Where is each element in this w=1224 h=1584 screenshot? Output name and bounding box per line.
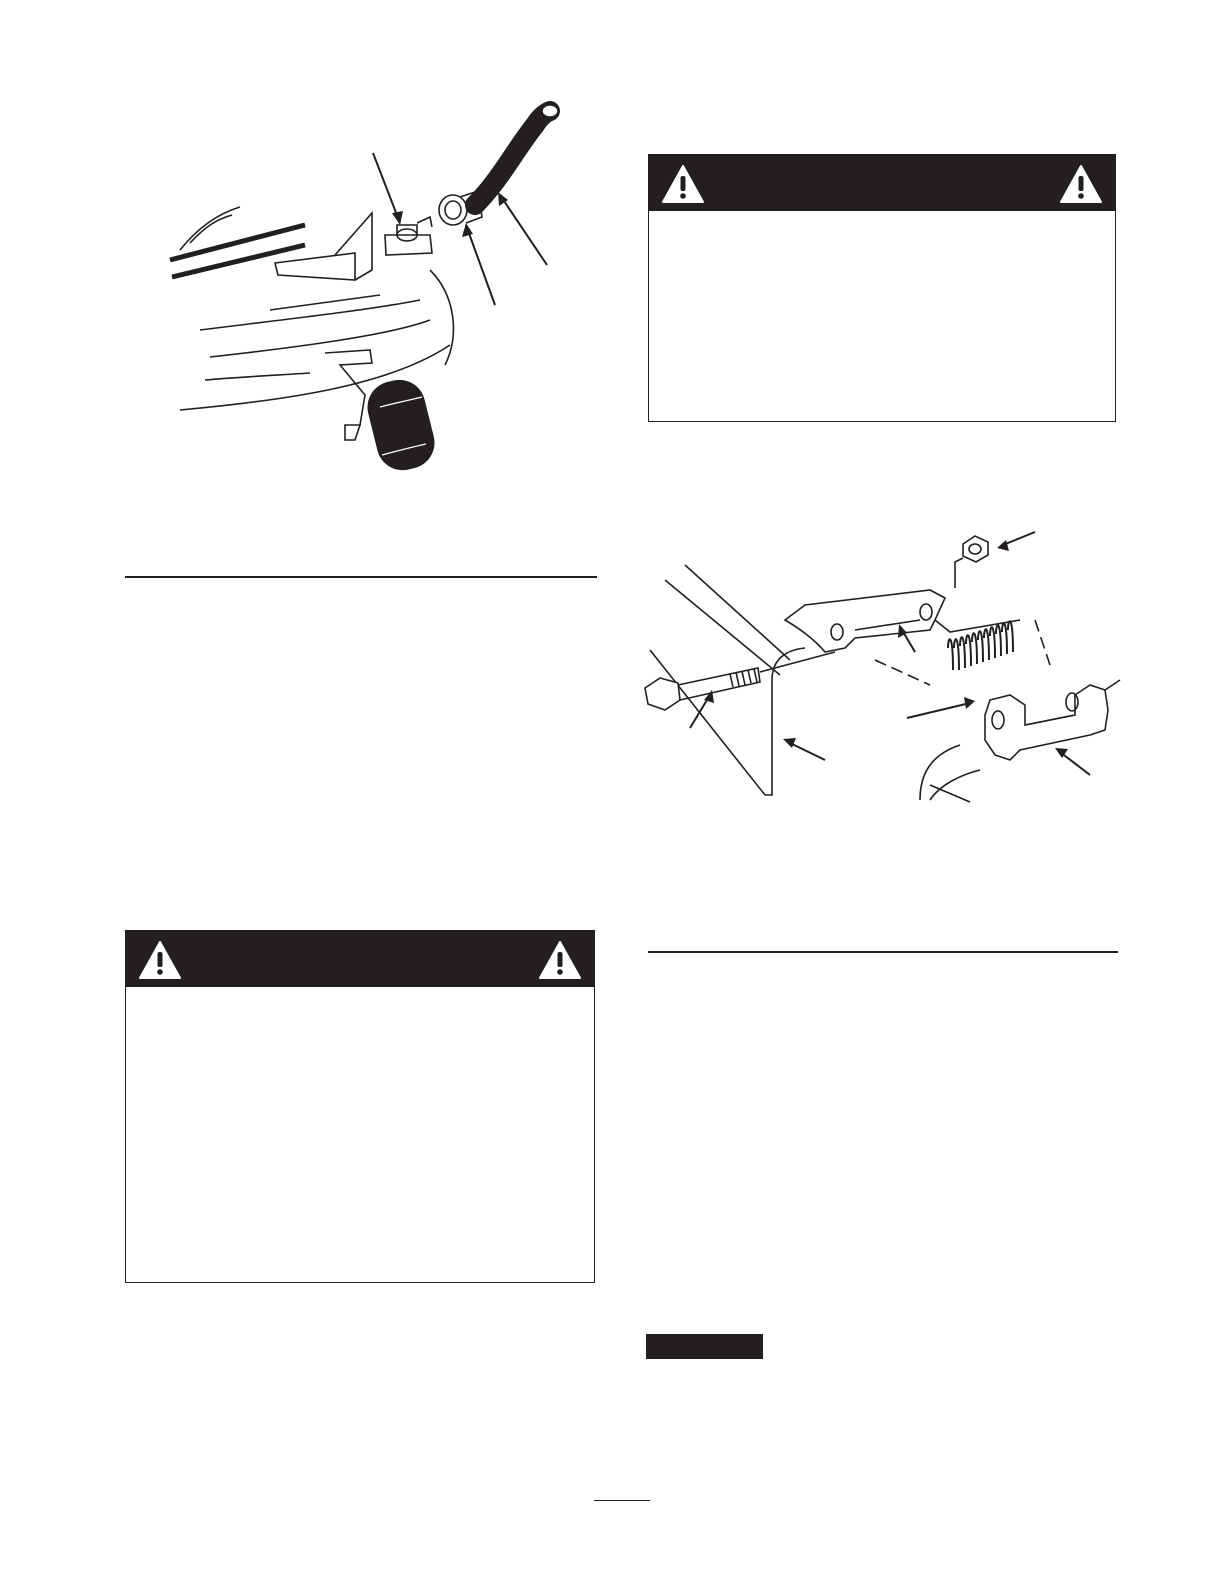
warning-box-top [648,154,1116,422]
warning-header-bar [126,931,594,987]
warning-triangle-icon [1059,163,1103,205]
section-divider-right [648,951,1118,953]
spring-assembly-illustration [630,520,1130,810]
mower-deck-illustration [160,95,580,485]
section-divider-left [125,576,597,578]
warning-triangle-icon [661,163,705,205]
page-number-rule [594,1500,650,1501]
warning-box-bottom [125,930,595,1283]
figure-deflector-spring-assembly [630,520,1130,810]
warning-triangle-icon [138,939,182,981]
important-label-bar [646,1334,763,1359]
warning-triangle-icon [538,939,582,981]
warning-header-bar [649,155,1115,211]
figure-mower-deck-hose [160,95,580,485]
